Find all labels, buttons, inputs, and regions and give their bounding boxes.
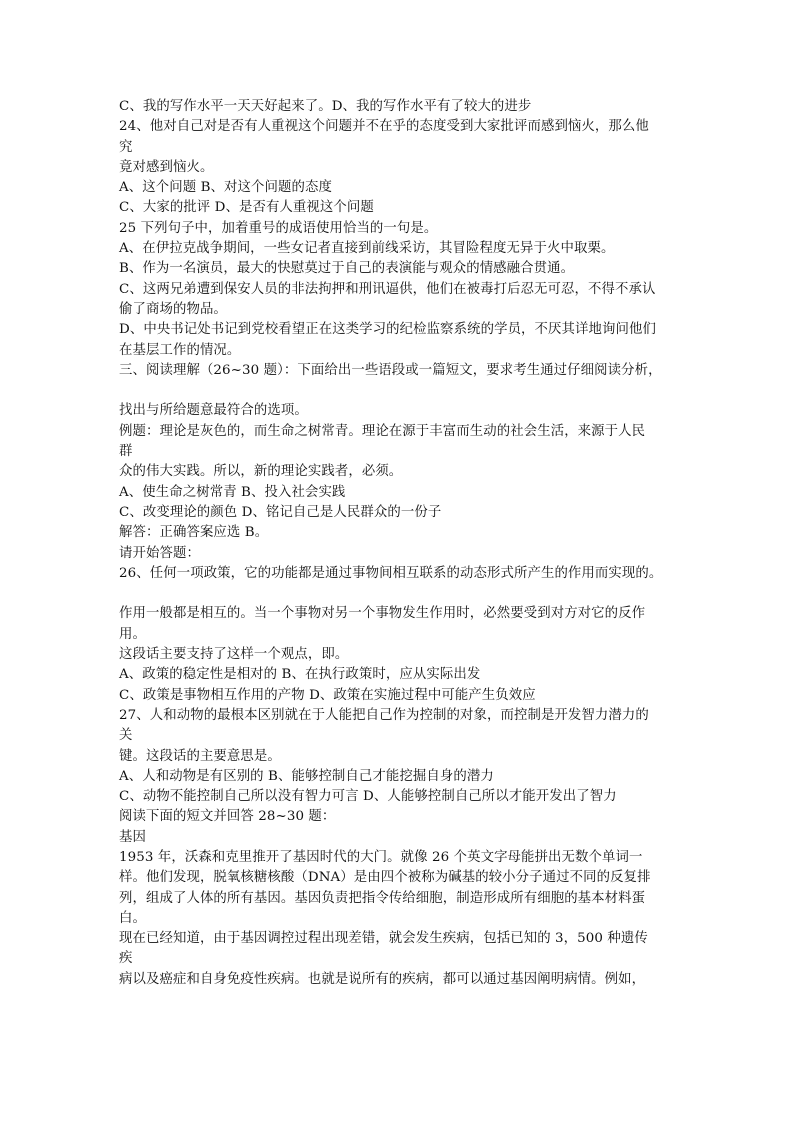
text-line: 究 <box>119 139 133 155</box>
text-line: C、改变理论的颜色 D、铭记自己是人民群众的一份子 <box>119 504 442 520</box>
text-line: 1953 年，沃森和克里推开了基因时代的大门。就像 26 个英文字母能拼出无数个单词一 <box>119 849 643 865</box>
text-line: A、人和动物是有区别的 B、能够控制自己才能挖掘自身的潜力 <box>119 768 494 784</box>
text-line: 病以及癌症和自身免疫性疾病。也就是说所有的疾病，都可以通过基因阐明病情。例如， <box>119 971 646 987</box>
text-line: 样。他们发现，脱氧核糖核酸（DNA）是由四个被称为碱基的较小分子通过不同的反复排 <box>119 870 651 886</box>
text-line: 三、阅读理解（26~30 题）：下面给出一些语段或一篇短文，要求考生通过仔细阅读分析， <box>119 362 662 378</box>
text-line: 27、人和动物的最根本区别就在于人能把自己作为控制的对象，而控制是开发智力潜力的 <box>119 707 649 723</box>
text-line: A、在伊拉克战争期间，一些女记者直接到前线采访，其冒险程度无异于火中取栗。 <box>119 241 615 257</box>
text-line: 用。 <box>119 626 146 642</box>
text-line: 现在已经知道，由于基因调控过程出现差错，就会发生疾病，包括已知的 3，500 种遗传 <box>119 931 648 947</box>
text-line: 关 <box>119 728 133 744</box>
text-line: 键。这段话的主要意思是。 <box>119 748 281 764</box>
text-line: A、政策的稳定性是相对的 B、在执行政策时，应从实际出发 <box>119 667 481 683</box>
text-line: 解答：正确答案应选 B。 <box>119 525 269 541</box>
text-line: D、中央书记处书记到党校看望正在这类学习的纪检监察系统的学员，不厌其详地询问他们 <box>119 322 656 338</box>
text-line: 25 下列句子中，加着重号的成语使用恰当的一句是。 <box>119 220 438 236</box>
heading-gene: 基因 <box>119 829 146 845</box>
text-line: A、这个问题 B、对这个问题的态度 <box>119 180 332 196</box>
blank-line <box>119 381 679 401</box>
text-line: 作用一般都是相互的。当一个事物对另一个事物发生作用时，必然要受到对方对它的反作 <box>119 606 646 622</box>
text-line: A、使生命之树常青 B、投入社会实践 <box>119 484 346 500</box>
text-line: 24、他对自己对是否有人重视这个问题并不在乎的态度受到大家批评而感到恼火，那么他 <box>119 119 649 135</box>
text-line: C、这两兄弟遭到保安人员的非法拘押和刑讯逼供，他们在被毒打后忍无可忍，不得不承认 <box>119 281 656 297</box>
text-line: C、政策是事物相互作用的产物 D、政策在实施过程中可能产生负效应 <box>119 687 536 703</box>
text-line: 众的伟大实践。所以，新的理论实践者，必须。 <box>119 464 403 480</box>
document-text <box>119 97 679 990</box>
text-line: C、大家的批评 D、是否有人重视这个问题 <box>119 200 374 216</box>
text-line: 这段话主要支持了这样一个观点，即。 <box>119 647 349 663</box>
text-line: 列，组成了人体的所有基因。基因负责把指令传给细胞，制造形成所有细胞的基本材料蛋 <box>119 890 646 906</box>
text-line: C、动物不能控制自己所以没有智力可言 D、人能够控制自己所以才能开发出了智力 <box>119 789 617 805</box>
text-line: 例题：理论是灰色的，而生命之树常青。理论在源于丰富而生动的社会生活，来源于人民 <box>119 423 646 439</box>
text-line: B、作为一名演员，最大的快慰莫过于自己的表演能与观众的情感融合贯通。 <box>119 261 575 277</box>
text-line: 在基层工作的情况。 <box>119 342 241 358</box>
text-line: 疾 <box>119 951 133 967</box>
text-line: 竟对感到恼火。 <box>119 159 214 175</box>
text-line: 请开始答题： <box>119 545 200 561</box>
text-line: 26、任何一项政策，它的功能都是通过事物间相互联系的动态形式所产生的作用而实现的。 <box>119 565 663 581</box>
text-line: 阅读下面的短文并回答 28~30 题： <box>119 809 336 825</box>
blank-line <box>119 584 679 604</box>
text-line: 偷了商场的物品。 <box>119 301 227 317</box>
text-line: C、我的写作水平一天天好起来了。D、我的写作水平有了较大的进步 <box>119 99 532 114</box>
text-line: 找出与所给题意最符合的选项。 <box>119 403 308 419</box>
text-line: 白。 <box>119 910 146 926</box>
text-line: 群 <box>119 444 133 460</box>
